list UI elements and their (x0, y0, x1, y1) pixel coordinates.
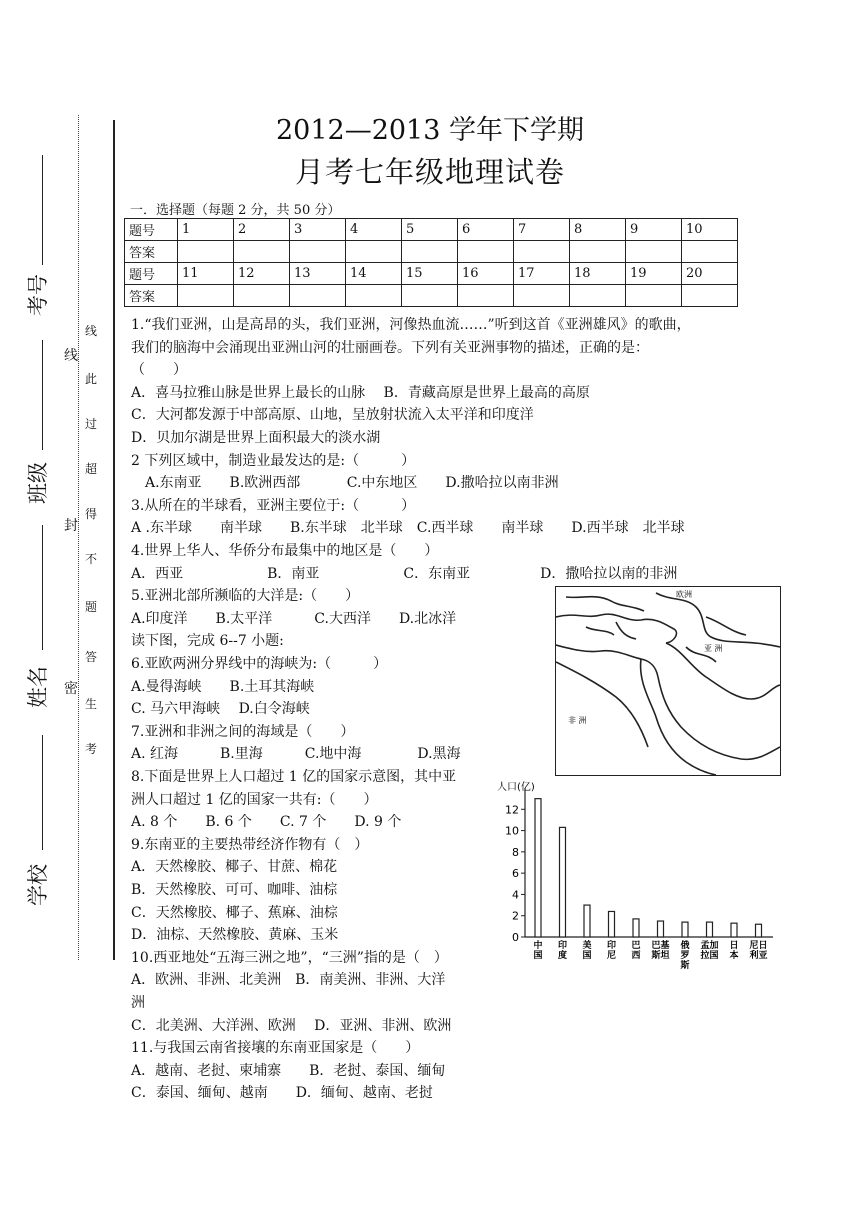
label-xuexiao: 学校 (26, 864, 50, 906)
x-tick-label: 西 (631, 951, 641, 961)
question-line: C．天然橡胶、椰子、蕉麻、油棕 (131, 904, 338, 921)
question-line: 1.“我们亚洲，山是高昂的头，我们亚洲，河像热血流……”听到这首《亚洲雄风》的歌曲， (131, 317, 691, 333)
warning-char: 答 (84, 650, 97, 664)
banji-underline (42, 340, 43, 450)
y-tick-label: 6 (512, 867, 519, 881)
map-label-europe: 欧洲 (676, 590, 692, 599)
question-line: A．欧洲、非洲、北美洲 B．南美洲、非洲、大洋 (131, 972, 446, 989)
population-chart (495, 780, 785, 970)
y-tick-label: 10 (505, 824, 519, 838)
x-tick-label: 利亚 (749, 951, 768, 961)
warning-char: 题 (84, 600, 97, 614)
question-line: 3.从所在的半球看，亚洲主要位于:（ ） (131, 497, 416, 514)
warning-char: 得 (84, 507, 97, 521)
map-label-africa: 非 洲 (568, 716, 587, 725)
x-tick-label: 拉国 (700, 951, 719, 961)
question-line: 读下图，完成 6--7 小题: (131, 633, 284, 650)
warning-char: 不 (84, 552, 97, 566)
row-label: 答案 (125, 285, 178, 307)
question-line: A.曼得海峡 B.土耳其海峡 (131, 678, 315, 695)
table-row: 题号 11 12 13 14 15 16 17 18 19 20 (125, 263, 738, 285)
question-line: A.印度洋 B.太平洋 C.大西洋 D.北冰洋 (131, 610, 457, 627)
row-label: 题号 (125, 219, 178, 241)
title-line1: 2012—2013 学年下学期 (275, 115, 584, 146)
x-tick-label: 孟加 (700, 941, 719, 951)
question-line: 11.与我国云南省接壤的东南亚国家是（ ） (131, 1040, 420, 1057)
y-tick-label: 0 (512, 931, 519, 944)
x-tick-label: 国 (582, 951, 592, 961)
y-tick-label: 2 (512, 909, 519, 923)
x-tick-label: 巴 (631, 941, 641, 951)
seal-mi: 密 (64, 681, 78, 697)
x-tick-label: 巴基 (651, 941, 670, 951)
row-label: 题号 (125, 263, 178, 285)
question-line: A. 8 个 B. 6 个 C. 7 个 D. 9 个 (131, 814, 402, 831)
x-tick-label: 尼日 (749, 941, 768, 951)
question-line: A．天然橡胶、椰子、甘蔗、棉花 (131, 859, 338, 876)
x-tick-label: 罗 (680, 951, 690, 961)
x-tick-label: 印 (606, 941, 617, 951)
seal-xian: 线 (64, 348, 78, 364)
question-line: D．油棕、天然橡胶、黄麻、玉米 (131, 927, 339, 944)
seal-feng: 封 (64, 518, 78, 534)
question-line: A．喜马拉雅山脉是世界上最长的山脉 B．青藏高原是世界上最高的高原 (131, 384, 590, 401)
binding-dotted-line (78, 115, 79, 960)
map-drawing (556, 587, 780, 775)
warning-char: 生 (84, 697, 97, 711)
question-line: 洲 (131, 995, 145, 1011)
warning-char: 超 (84, 462, 97, 476)
title-line2: 月考七年级地理试卷 (294, 155, 565, 189)
question-line: A.东南亚 B.欧洲西部 C.中东地区 D.撒哈拉以南非洲 (131, 475, 559, 492)
answer-table (124, 218, 738, 307)
bar (609, 911, 615, 937)
section-heading: 一．选择题（每题 2 分，共 50 分） (130, 203, 341, 218)
question-line: 5.亚洲北部所濒临的大洋是:（ ） (131, 588, 360, 605)
question-line: D．贝加尔湖是世界上面积最大的淡水湖 (131, 430, 381, 446)
warning-char: 此 (84, 372, 97, 386)
table-row (125, 241, 738, 263)
kaohao-underline (42, 155, 43, 265)
x-tick-label: 美 (582, 941, 592, 951)
question-line: 8.下面是世界上人口超过 1 亿的国家示意图，其中亚 (131, 769, 457, 785)
bar (535, 799, 541, 937)
question-line: 9.东南亚的主要热带经济作物有（ ） (131, 836, 369, 853)
question-line: 7.亚洲和非洲之间的海域是（ ） (131, 723, 355, 740)
bar (584, 905, 590, 937)
bar (731, 923, 737, 937)
x-tick-label: 度 (557, 951, 568, 961)
row-label: 答案 (125, 241, 178, 263)
question-line: 6.亚欧两洲分界线中的海峡为:（ ） (131, 656, 388, 672)
binding-solid-line (113, 120, 115, 960)
x-tick-label: 尼 (606, 951, 617, 961)
label-kaohao: 考号 (26, 274, 50, 316)
map-figure (555, 586, 781, 776)
table-row (125, 285, 738, 307)
label-xingming: 姓名 (26, 666, 50, 708)
question-line: 4.世界上华人、华侨分布最集中的地区是（ ） (131, 543, 439, 559)
bar (658, 921, 664, 937)
table-row: 题号 1 2 3 4 5 6 7 8 9 10 (125, 219, 738, 241)
question-line: 我们的脑海中会涌现出亚洲山河的壮丽画卷。下列有关亚洲事物的描述，正确的是： (131, 339, 649, 356)
warning-char: 考 (84, 742, 97, 756)
population-chart-svg (495, 780, 785, 970)
bar (707, 922, 713, 937)
warning-char: 线 (84, 324, 97, 338)
x-tick-label: 印 (557, 941, 568, 951)
question-line: 10.西亚地处“五海三洲之地”，“三洲”指的是（ ） (131, 949, 448, 966)
warning-char: 过 (84, 417, 97, 431)
bar (682, 922, 688, 937)
x-tick-label: 斯坦 (651, 951, 670, 961)
question-line: A .东半球 南半球 B.东半球 北半球 C.西半球 南半球 D.西半球 北半球 (131, 520, 685, 537)
question-line: C. 马六甲海峡 D.白令海峡 (131, 701, 310, 718)
map-label-asia: 亚 洲 (704, 644, 723, 653)
question-line: B．天然橡胶、可可、咖啡、油棕 (131, 882, 338, 898)
y-axis-label: 人口(亿) (497, 782, 535, 793)
question-line: 洲人口超过 1 亿的国家一共有:（ ） (131, 791, 378, 808)
x-tick-label: 国 (533, 951, 543, 961)
x-tick-label: 日 (729, 941, 739, 951)
question-line: 2 下列区域中，制造业最发达的是:（ ） (131, 452, 416, 469)
question-line: A. 红海 B.里海 C.地中海 D.黑海 (131, 746, 461, 763)
xingming-underline (42, 525, 43, 650)
question-line: （ ） (131, 362, 187, 379)
question-line: A．越南、老挝、柬埔寨 B．老挝、泰国、缅甸 (131, 1062, 446, 1079)
bar (560, 827, 566, 937)
label-banji: 班级 (26, 462, 50, 504)
x-tick-label: 斯 (680, 961, 690, 970)
bar (633, 919, 639, 937)
x-tick-label: 俄 (680, 941, 690, 951)
y-tick-label: 12 (505, 803, 519, 817)
bar (756, 924, 762, 937)
question-line: C．泰国、缅甸、越南 D．缅甸、越南、老挝 (131, 1085, 433, 1102)
x-tick-label: 本 (729, 951, 739, 961)
x-tick-label: 中 (533, 941, 543, 951)
question-line: C．大河都发源于中部高原、山地，呈放射状流入太平洋和印度洋 (131, 407, 534, 424)
question-line: C．北美洲、大洋洲、欧洲 D．亚洲、非洲、欧洲 (131, 1017, 452, 1034)
y-tick-label: 4 (512, 888, 519, 902)
y-tick-label: 8 (512, 845, 519, 859)
question-line: A．西亚 B．南亚 C．东南亚 D．撒哈拉以南的非洲 (131, 565, 678, 582)
xuexiao-underline (42, 735, 43, 850)
